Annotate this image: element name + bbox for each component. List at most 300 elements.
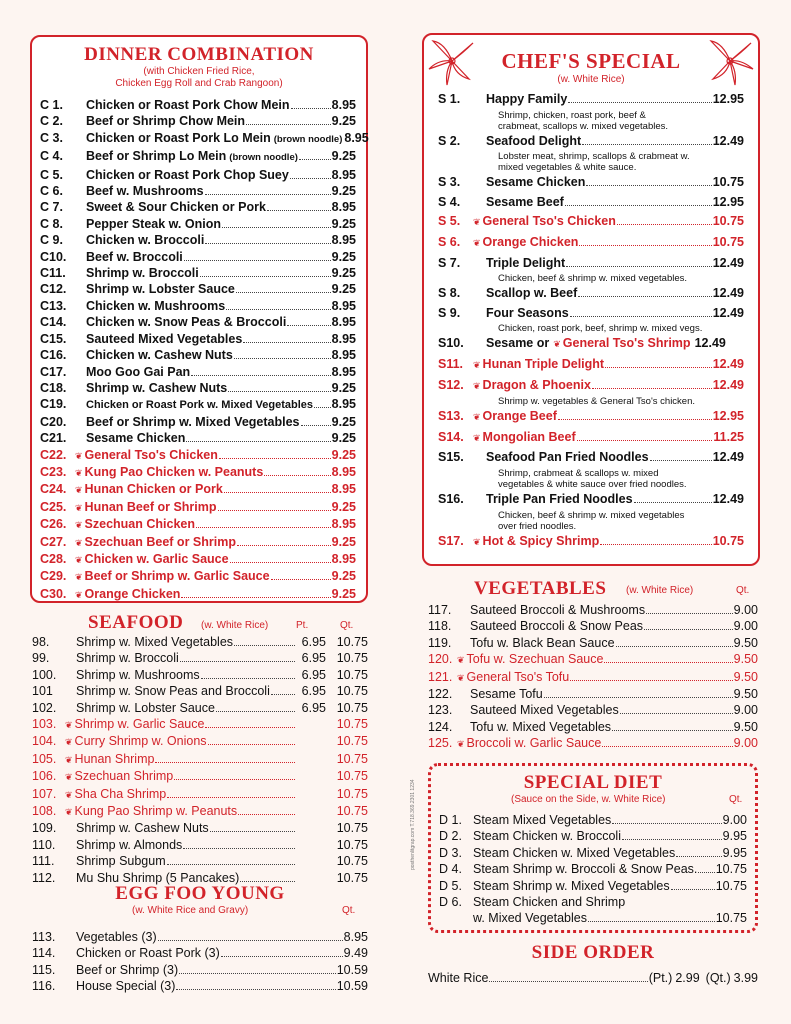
item-price: 9.25 — [331, 184, 356, 199]
menu-item-row — [40, 113, 356, 129]
item-name: Hunan Chicken or Pork — [84, 482, 223, 497]
side-pt-price: 2.99 — [675, 971, 700, 985]
item-code: S 1. — [438, 92, 461, 106]
item-name: w. Mixed Vegetables — [473, 911, 587, 926]
menu-item-row — [40, 364, 356, 380]
chef-item-row — [438, 376, 744, 397]
menu-item-row — [40, 183, 356, 199]
item-name: Curry Shrimp w. Onions — [74, 734, 207, 749]
item-price-qt: 10.75 — [336, 651, 368, 666]
item-price: 10.59 — [336, 979, 368, 994]
item-code: C11. — [40, 266, 66, 281]
veg-list — [428, 602, 758, 753]
item-price-qt: 10.75 — [336, 700, 368, 715]
item-code: 107. — [32, 786, 57, 801]
veg-item-row — [428, 602, 758, 618]
menu-item-row — [40, 130, 369, 148]
dinner-list — [40, 97, 369, 603]
leader-dots — [646, 603, 733, 614]
eggfoo-item-row — [32, 962, 368, 978]
item-code: C13. — [40, 298, 67, 313]
item-name: Steam Chicken and Shrimp — [473, 895, 626, 910]
item-price: 9.00 — [733, 703, 758, 718]
item-price-pt: 6.95 — [301, 684, 326, 699]
leader-dots — [224, 482, 331, 493]
leader-dots — [287, 315, 330, 326]
item-name: Shrimp w. Cashew Nuts — [76, 821, 209, 836]
hot-pepper-icon: ❦ — [65, 720, 73, 731]
item-code: C 7. — [40, 200, 63, 215]
item-price-qt: 10.75 — [336, 854, 368, 869]
item-code: D 4. — [439, 862, 462, 877]
leader-dots — [222, 217, 331, 228]
item-code: 122. — [428, 687, 453, 702]
leader-dots — [565, 195, 712, 206]
menu-item-row — [40, 430, 356, 446]
item-description: Shrimp, chicken, roast pork, beef & — [498, 109, 646, 121]
item-code: C28. — [40, 551, 67, 566]
leader-dots — [155, 752, 295, 763]
seafood-item-row — [32, 650, 368, 666]
diet-list — [439, 812, 747, 927]
menu-item-row — [40, 298, 356, 314]
item-name: Shrimp w. Lobster Sauce — [76, 700, 215, 715]
item-price-qt: 10.75 — [336, 667, 368, 682]
menu-item-row — [40, 331, 356, 347]
diet-item-row — [439, 828, 747, 844]
item-name: Beef w. Mushrooms — [86, 184, 204, 199]
chef-item-row — [438, 355, 744, 376]
item-price: 9.25 — [331, 266, 356, 281]
leader-dots — [271, 569, 331, 580]
veg-item-row — [428, 635, 758, 651]
veg-col-qt: Qt. — [736, 585, 750, 596]
item-price: 9.25 — [331, 569, 356, 584]
item-name: Chicken or Roast Pork Lo Mein — [86, 130, 271, 145]
item-price: 9.25 — [331, 249, 356, 264]
item-price: 12.95 — [712, 194, 744, 209]
item-code: C 1. — [40, 98, 63, 112]
item-name: Sesame Beef — [486, 194, 564, 209]
item-name: Mu Shu Shrimp (5 Pancakes) — [76, 870, 240, 885]
item-price: 9.50 — [733, 687, 758, 702]
menu-item-row — [40, 249, 356, 265]
item-code: S 4. — [438, 194, 461, 209]
item-code: S13. — [438, 409, 464, 424]
item-name: Shrimp Subgum — [76, 854, 166, 869]
menu-item-row — [40, 199, 356, 215]
item-code: 103. — [32, 717, 57, 732]
item-price-qt: 10.75 — [336, 870, 368, 885]
item-code: 98. — [32, 635, 50, 649]
item-note: (brown noodle) — [273, 133, 343, 145]
item-code: C24. — [40, 482, 67, 497]
leader-dots — [167, 854, 295, 865]
item-name: Shrimp w. Broccoli — [76, 651, 179, 666]
leader-dots — [216, 701, 295, 712]
item-price: 8.95 — [331, 464, 356, 479]
item-code: C10. — [40, 249, 67, 264]
hot-pepper-icon: ❦ — [65, 737, 73, 748]
item-name: Szechuan Shrimp — [74, 769, 174, 784]
item-name: Hunan Beef or Shrimp — [84, 499, 217, 514]
leader-dots — [578, 286, 711, 297]
item-price: 10.75 — [715, 878, 747, 893]
leader-dots — [191, 365, 330, 376]
item-price: 12.95 — [712, 92, 744, 106]
diet-item-row — [439, 861, 747, 877]
chef-item-row — [438, 233, 744, 254]
leader-dots — [243, 332, 330, 343]
item-price: 12.49 — [712, 133, 744, 148]
item-name: Tofu w. Black Bean Sauce — [470, 635, 615, 650]
leader-dots — [586, 175, 711, 186]
item-name: Sauteed Broccoli & Mushrooms — [470, 603, 646, 617]
item-price: 9.49 — [343, 946, 368, 961]
seafood-item-row — [32, 786, 368, 803]
item-name: Chicken or Roast Pork (3) — [76, 946, 220, 961]
item-code: C26. — [40, 517, 67, 532]
item-code: D 3. — [439, 845, 462, 860]
leader-dots — [226, 299, 331, 310]
leader-dots — [236, 282, 331, 293]
leader-dots — [568, 92, 711, 103]
item-name: Steam Shrimp w. Broccoli & Snow Peas. — [473, 862, 698, 877]
menu-item-row — [40, 97, 356, 113]
item-price: 8.95 — [343, 930, 368, 944]
item-name: Beef or Shrimp w. Mixed Vegetables — [86, 414, 300, 429]
item-code: D 5. — [439, 878, 462, 893]
seafood-item-row — [32, 733, 368, 750]
item-price: 9.95 — [722, 845, 747, 860]
item-price: 9.25 — [331, 586, 356, 601]
leader-dots — [605, 357, 712, 368]
leader-dots — [314, 397, 331, 408]
item-name: Sauteed Broccoli & Snow Peas — [470, 619, 644, 634]
item-code: S 7. — [438, 255, 461, 270]
item-price: 8.95 — [331, 233, 356, 248]
menu-item-row — [40, 481, 356, 498]
item-code: 119. — [428, 635, 452, 650]
item-description: Chicken, beef & shrimp w. mixed vegetables — [498, 509, 685, 521]
item-name: Moo Goo Gai Pan — [86, 364, 191, 379]
menu-item-row — [40, 347, 356, 363]
item-price: 9.25 — [331, 282, 356, 297]
item-code: 99. — [32, 651, 50, 666]
seafood-item-row — [32, 768, 368, 785]
leader-dots — [650, 450, 712, 461]
eggfoo-item-row — [32, 945, 368, 961]
diet-title: SPECIAL DIET — [523, 772, 663, 793]
item-code: 102. — [32, 700, 57, 715]
menu-item-row — [40, 232, 356, 248]
hot-pepper-icon: ❦ — [473, 237, 481, 248]
leader-dots — [205, 717, 295, 728]
leader-dots — [617, 214, 712, 225]
eggfoo-item-row — [32, 978, 368, 994]
leader-dots — [234, 635, 295, 646]
item-price: 10.75 — [715, 911, 747, 926]
chef-item-row — [438, 304, 744, 324]
leader-dots — [612, 720, 733, 731]
item-name: Shrimp w. Mixed Vegetables — [76, 635, 234, 649]
item-price: 9.00 — [733, 603, 758, 617]
leader-dots — [570, 306, 712, 317]
leader-dots — [577, 430, 713, 441]
printer-note: posthenlitgrap.com T.718.369.2301 1234 — [410, 779, 416, 870]
leader-dots — [230, 552, 331, 563]
item-name: Chicken or Roast Pork Chow Mein — [86, 98, 290, 112]
item-name: Beef w. Broccoli — [86, 249, 183, 264]
seafood-item-row — [32, 751, 368, 768]
item-code: 109. — [32, 821, 57, 836]
item-code: S 6. — [438, 234, 461, 249]
item-price: 10.75 — [712, 234, 744, 249]
leader-dots — [210, 821, 295, 832]
leader-dots — [219, 448, 331, 459]
item-price-qt: 10.75 — [336, 635, 368, 649]
leader-dots — [267, 200, 331, 211]
item-price-qt: 10.75 — [336, 751, 368, 766]
item-price: 9.00 — [733, 619, 758, 634]
diet-item-row — [439, 910, 747, 926]
eggfoo-title: EGG FOO YOUNG — [115, 883, 285, 904]
item-code: D 1. — [439, 813, 462, 827]
leader-dots — [180, 651, 295, 662]
item-price-qt: 10.75 — [336, 837, 368, 852]
leader-dots — [698, 862, 714, 873]
chefs-special-box — [422, 33, 760, 566]
item-price: 8.95 — [331, 331, 356, 346]
item-code: C21. — [40, 431, 67, 446]
item-price-qt: 10.75 — [336, 734, 368, 749]
menu-item-row — [40, 586, 356, 603]
item-description: mixed vegetables & white sauce. — [498, 162, 637, 174]
leader-dots — [634, 492, 712, 503]
item-name: Orange Chicken — [482, 234, 579, 249]
item-name: Steam Chicken w. Broccoli — [473, 829, 621, 844]
item-price: 12.95 — [712, 409, 744, 424]
diet-item-row — [439, 894, 747, 910]
leader-dots — [200, 266, 331, 277]
item-name: Scallop w. Beef — [486, 286, 578, 301]
menu-item-row — [40, 148, 356, 166]
side-qt-label: (Qt.) — [705, 971, 731, 985]
item-price-qt: 10.75 — [336, 769, 368, 784]
item-code: D 6. — [439, 895, 462, 910]
leader-dots — [158, 930, 343, 941]
item-code: C 2. — [40, 114, 63, 129]
item-code: C25. — [40, 499, 67, 514]
item-note: (brown noodle) — [229, 152, 298, 164]
item-price-qt: 10.75 — [336, 684, 368, 699]
item-name: Triple Delight — [486, 255, 566, 270]
item-price-qt: 10.75 — [336, 821, 368, 836]
item-code: S 9. — [438, 305, 461, 320]
item-code: 100. — [32, 667, 57, 682]
item-code: S12. — [438, 377, 464, 392]
item-price: 8.95 — [331, 364, 356, 379]
item-code: 101 — [32, 684, 53, 699]
item-description: Lobster meat, shrimp, scallops & crabmeat w. — [498, 151, 690, 163]
hot-pepper-icon: ❦ — [75, 572, 83, 583]
item-price: 12.49 — [712, 491, 744, 506]
item-code: S11. — [438, 356, 464, 371]
seafood-list — [32, 634, 368, 886]
leader-dots — [208, 734, 295, 745]
menu-item-row — [40, 314, 356, 330]
leader-dots — [582, 134, 712, 145]
hot-pepper-icon: ❦ — [75, 520, 83, 531]
hot-pepper-icon: ❦ — [75, 485, 83, 496]
item-price: 9.95 — [722, 829, 747, 844]
seafood-item-row — [32, 837, 368, 853]
leader-dots — [205, 233, 330, 244]
leader-dots — [616, 636, 733, 647]
item-name-red: General Tso's Shrimp — [562, 336, 691, 351]
item-price: 8.95 — [331, 315, 356, 330]
leader-dots — [558, 409, 712, 420]
item-price: 12.49 — [712, 356, 744, 371]
item-price: 9.25 — [331, 499, 356, 514]
item-name: House Special (3) — [76, 979, 176, 994]
item-code: 110. — [32, 837, 56, 852]
item-price: 8.95 — [331, 98, 356, 112]
menu-item-row — [40, 464, 356, 481]
leader-dots — [301, 415, 331, 426]
chef-item-row — [438, 407, 744, 428]
item-name: Orange Beef — [482, 409, 557, 424]
egg-foo-young-section — [32, 883, 368, 995]
item-name: Tofu w. Mixed Vegetables — [470, 719, 612, 734]
chef-subtitle: (w. White Rice) — [557, 74, 625, 85]
chef-item-row — [438, 193, 744, 213]
item-code: 123. — [428, 703, 453, 718]
item-name: Beef or Shrimp (3) — [76, 962, 179, 977]
item-name: Szechuan Beef or Shrimp — [84, 534, 236, 549]
item-price: 9.25 — [331, 380, 356, 395]
item-name: Chicken or Roast Pork w. Mixed Vegetables — [86, 399, 313, 412]
poinsettia-right-icon — [703, 35, 757, 87]
item-price: 8.95 — [331, 482, 356, 497]
item-name: Seafood Pan Fried Noodles — [486, 450, 649, 465]
item-name: Hunan Shrimp — [74, 751, 155, 766]
item-price: 9.25 — [331, 431, 356, 446]
leader-dots — [588, 911, 715, 922]
leader-dots — [602, 736, 732, 747]
item-code: C19. — [40, 397, 67, 412]
hot-pepper-icon: ❦ — [75, 554, 83, 565]
hot-pepper-icon: ❦ — [75, 537, 83, 548]
leader-dots — [201, 668, 295, 679]
leader-dots — [186, 431, 330, 442]
eggfoo-subtitle: (w. White Rice and Gravy) — [132, 905, 249, 916]
item-code: S 8. — [438, 286, 461, 301]
item-code: C29. — [40, 569, 67, 584]
item-name: Hunan Triple Delight — [482, 356, 605, 371]
chef-item-row — [438, 284, 744, 304]
item-name: Happy Family — [486, 92, 568, 106]
menu-item-row — [40, 568, 356, 585]
item-price: 12.49 — [694, 336, 726, 351]
item-code: S17. — [438, 533, 464, 548]
eggfoo-col-qt: Qt. — [342, 905, 356, 916]
veg-item-row — [428, 735, 758, 752]
item-price: 9.25 — [331, 114, 356, 129]
veg-title: VEGETABLES — [474, 578, 607, 599]
chef-item-row — [438, 532, 744, 553]
leader-dots — [676, 846, 721, 857]
item-price-pt: 6.95 — [301, 667, 326, 682]
item-price-pt: 6.95 — [301, 700, 326, 715]
menu-item-row — [40, 265, 356, 281]
item-name: Shrimp w. Snow Peas and Broccoli — [76, 684, 270, 699]
item-price: 10.75 — [712, 175, 744, 190]
hot-pepper-icon: ❦ — [457, 739, 465, 750]
item-price: 9.25 — [331, 414, 356, 429]
hot-pepper-icon: ❦ — [65, 754, 73, 765]
hot-pepper-icon: ❦ — [457, 672, 465, 683]
item-code: C17. — [40, 364, 67, 379]
side-pt-label: (Pt.) — [648, 971, 673, 985]
leader-dots — [622, 829, 722, 840]
leader-dots — [671, 879, 715, 890]
item-price: 8.95 — [331, 348, 356, 363]
seafood-col-qt: Qt. — [340, 620, 354, 631]
item-price: 9.25 — [331, 534, 356, 549]
item-name: Sesame Chicken — [486, 175, 586, 190]
item-code: 106. — [32, 769, 57, 784]
leader-dots — [234, 348, 331, 359]
seafood-item-row — [32, 803, 368, 820]
item-price: 12.49 — [712, 255, 744, 270]
dinner-combination-box — [30, 35, 368, 603]
leader-dots — [566, 256, 712, 267]
item-name: Sweet & Sour Chicken or Pork — [86, 200, 266, 215]
item-name: Sesame Chicken — [86, 431, 186, 446]
veg-item-row — [428, 719, 758, 735]
item-name: Kung Pao Chicken w. Peanuts — [84, 464, 264, 479]
item-name: Mongolian Beef — [482, 429, 576, 444]
item-code: 115. — [32, 962, 56, 977]
menu-item-row — [40, 516, 356, 533]
leader-dots — [184, 250, 331, 261]
chef-item-row — [438, 448, 744, 468]
chef-item-row — [438, 490, 744, 510]
leader-dots — [592, 378, 712, 389]
item-name: Sauteed Mixed Vegetables — [470, 703, 619, 718]
seafood-item-row — [32, 853, 368, 869]
leader-dots — [579, 235, 711, 246]
item-name: Shrimp w. Cashew Nuts — [86, 380, 228, 395]
item-name: Kung Pao Shrimp w. Peanuts — [74, 804, 238, 819]
leader-dots — [644, 619, 733, 630]
item-name: Sha Cha Shrimp — [74, 786, 167, 801]
hot-pepper-icon: ❦ — [473, 536, 481, 547]
hot-pepper-icon: ❦ — [553, 339, 561, 350]
item-name: Four Seasons — [486, 305, 569, 320]
item-name: General Tso's Tofu — [466, 669, 570, 684]
leader-dots — [181, 587, 330, 598]
seafood-item-row — [32, 820, 368, 836]
item-description: over fried noodles. — [498, 520, 577, 532]
seafood-subtitle: (w. White Rice) — [201, 620, 269, 631]
item-price: 10.59 — [336, 962, 368, 977]
vegetables-section — [428, 578, 758, 753]
leader-dots — [196, 517, 331, 528]
item-code: C 8. — [40, 216, 63, 231]
hot-pepper-icon: ❦ — [75, 502, 83, 513]
